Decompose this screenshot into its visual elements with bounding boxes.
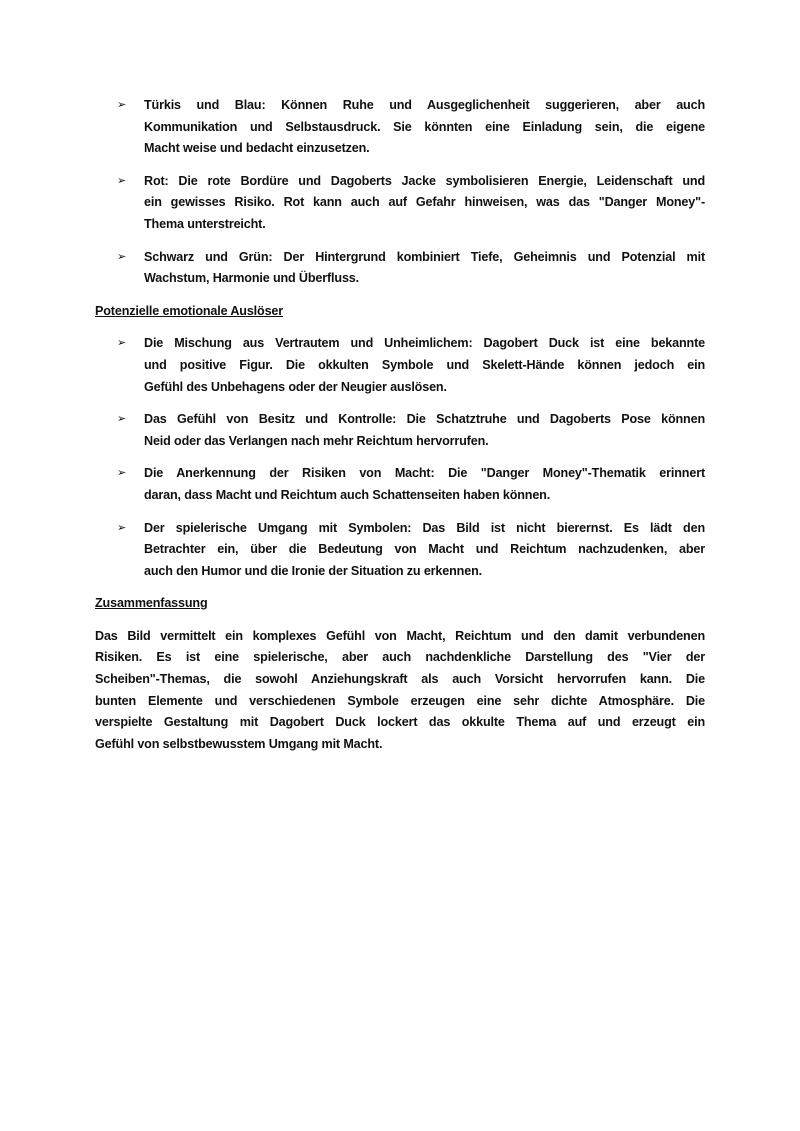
arrow-bullet-icon: ➢ xyxy=(117,521,127,534)
list-item xyxy=(95,95,705,160)
arrow-bullet-icon: ➢ xyxy=(117,337,127,350)
text-line: Rot: Die rote Bordüre und Dagoberts Jacke symbolisieren Energie, Leidenschaft und xyxy=(144,173,705,188)
text-line: Das Gefühl von Besitz und Kontrolle: Die Schatztruhe und Dagoberts Pose können xyxy=(144,412,705,427)
arrow-bullet-icon: ➢ xyxy=(117,99,127,111)
text-line: und positive Figur. Die okkulten Symbole und Skelett-Hände können jedoch ein xyxy=(144,357,705,372)
arrow-bullet-icon: ➢ xyxy=(117,467,127,480)
list-item xyxy=(95,463,705,506)
text-line: verspielte Gestaltung mit Dagobert Duck lockert das okkulte Thema auf und erzeugt ein xyxy=(95,715,705,730)
text-line: ein gewisses Risiko. Rot kann auch auf Gefahr hinweisen, was das "Danger Money"- xyxy=(144,195,705,210)
heading-emotional-triggers: Potenzielle emotionale Auslöser xyxy=(95,303,284,318)
text-line: Die Anerkennung der Risiken von Macht: Die "Danger Money"-Thematik erinnert xyxy=(144,466,705,481)
text-line: Betrachter ein, über die Bedeutung von Macht und Reichtum nachzudenken, aber xyxy=(144,542,705,557)
text-line: bunten Elemente und verschiedenen Symbole erzeugen eine sehr dichte Atmosphäre. Die xyxy=(95,693,705,708)
summary-paragraph xyxy=(95,626,705,756)
list-item xyxy=(95,409,705,452)
arrow-bullet-icon: ➢ xyxy=(117,413,127,426)
text-line: Gefühl des Unbehagens oder der Neugier auslösen. xyxy=(144,379,447,394)
list-item xyxy=(95,518,705,583)
document-page xyxy=(95,95,705,755)
color-meaning-list xyxy=(95,95,705,290)
text-line: Scheiben"-Themas, die sowohl Anziehungskraft als auch Vorsicht hervorrufen kann. Die xyxy=(95,672,705,687)
text-line: Kommunikation und Selbstausdruck. Sie könnten eine Einladung sein, die eigene xyxy=(144,119,705,134)
text-line: Thema unterstreicht. xyxy=(144,216,266,231)
text-line: Der spielerische Umgang mit Symbolen: Das Bild ist nicht bierernst. Es lädt den xyxy=(144,520,705,535)
heading-summary: Zusammenfassung xyxy=(95,596,208,611)
text-line: daran, dass Macht und Reichtum auch Schattenseiten haben können. xyxy=(144,487,551,502)
text-line: Schwarz und Grün: Der Hintergrund kombiniert Tiefe, Geheimnis und Potenzial mit xyxy=(144,249,705,264)
text-line: auch den Humor und die Ironie der Situation zu erkennen. xyxy=(144,563,482,578)
list-item xyxy=(95,247,705,290)
text-line: Macht weise und bedacht einzusetzen. xyxy=(144,141,370,156)
text-line: Wachstum, Harmonie und Überfluss. xyxy=(144,271,360,286)
text-line: Das Bild vermittelt ein komplexes Gefühl von Macht, Reichtum und den damit verbundenen xyxy=(95,628,705,643)
text-line: Neid oder das Verlangen nach mehr Reichtum hervorrufen. xyxy=(144,433,489,448)
arrow-bullet-icon: ➢ xyxy=(117,250,127,263)
list-item xyxy=(95,333,705,398)
text-line: Türkis und Blau: Können Ruhe und Ausgeglichenheit suggerieren, aber auch xyxy=(144,98,705,112)
text-line: Risiken. Es ist eine spielerische, aber auch nachdenkliche Darstellung des "Vier der xyxy=(95,650,705,665)
text-line: Gefühl von selbstbewusstem Umgang mit Macht. xyxy=(95,736,383,751)
arrow-bullet-icon: ➢ xyxy=(117,174,127,187)
emotional-triggers-list xyxy=(95,333,705,582)
text-line: Die Mischung aus Vertrautem und Unheimlichem: Dagobert Duck ist eine bekannte xyxy=(144,336,705,351)
list-item xyxy=(95,171,705,236)
